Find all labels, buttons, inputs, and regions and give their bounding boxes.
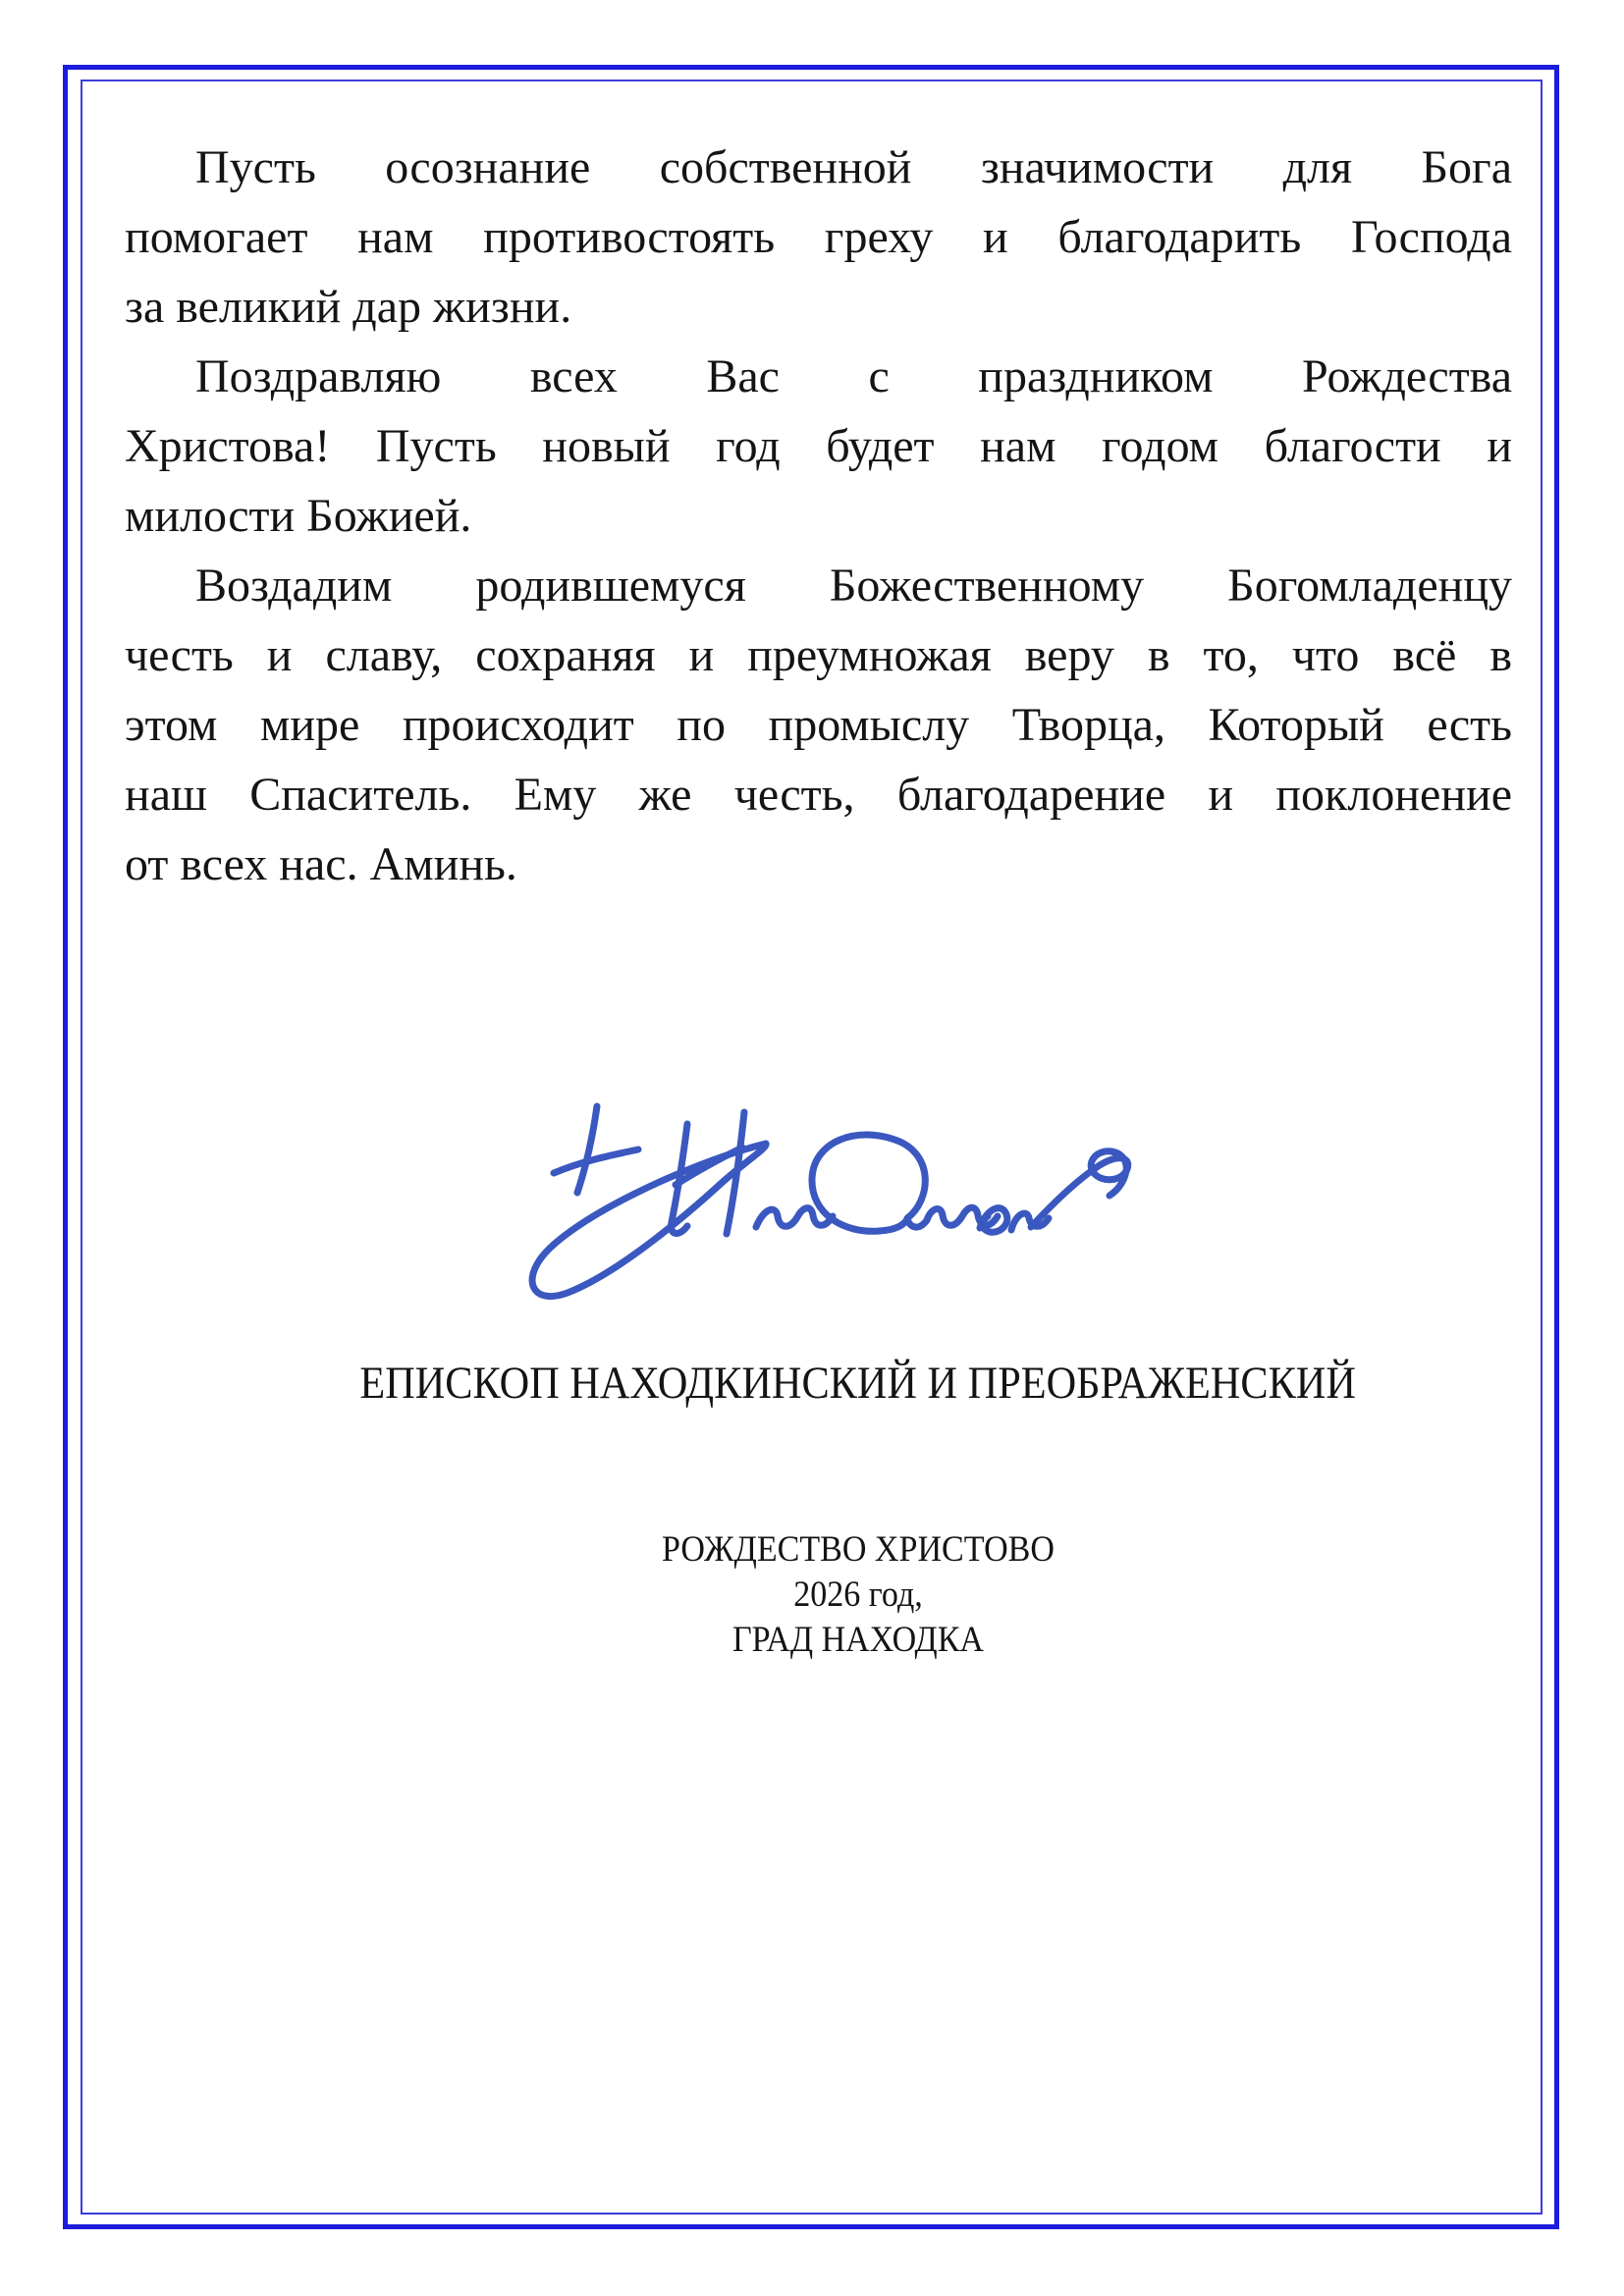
body-line: помогает нам противостоять греху и благодарить Господа bbox=[125, 211, 1512, 263]
body-line: Воздадим родившемуся Божественному Богомладенцу bbox=[195, 560, 1512, 612]
paragraph bbox=[125, 551, 1512, 899]
bishop-title: ЕПИСКОП НАХОДКИНСКИЙ И ПРЕОБРАЖЕНСКИЙ bbox=[359, 1358, 1357, 1409]
body-line: Поздравляю всех Вас с праздником Рождества bbox=[195, 350, 1512, 402]
body-line: Христова! Пусть новый год будет нам годом благости и bbox=[125, 420, 1512, 472]
signature-strokes bbox=[532, 1112, 1128, 1297]
body-line: наш Спаситель. Ему же честь, благодарение и поклонение bbox=[125, 769, 1512, 821]
paragraph bbox=[125, 342, 1512, 551]
footer-holiday-line: РОЖДЕСТВО ХРИСТОВО bbox=[662, 1529, 1055, 1570]
bishop-title-row bbox=[0, 1358, 1624, 1409]
body-line: этом мире происходит по промыслу Творца, Который есть bbox=[125, 699, 1512, 751]
paragraph bbox=[125, 133, 1512, 342]
footer-block bbox=[46, 1527, 1624, 1663]
body-text bbox=[125, 133, 1512, 899]
footer-city-line: ГРАД НАХОДКА bbox=[732, 1620, 984, 1660]
cross-icon bbox=[554, 1106, 638, 1193]
body-line: Пусть осознание собственной значимости для Бога bbox=[195, 141, 1512, 193]
body-line: честь и славу, сохраняя и преумножая веру в то, что всё в bbox=[125, 629, 1512, 681]
signature-autograph-image bbox=[520, 1085, 1134, 1325]
footer-year-line: 2026 год, bbox=[793, 1575, 923, 1615]
body-line: милости Божией. bbox=[125, 490, 472, 542]
body-line: за великий дар жизни. bbox=[125, 281, 572, 333]
body-line: от всех нас. Аминь. bbox=[125, 838, 517, 890]
